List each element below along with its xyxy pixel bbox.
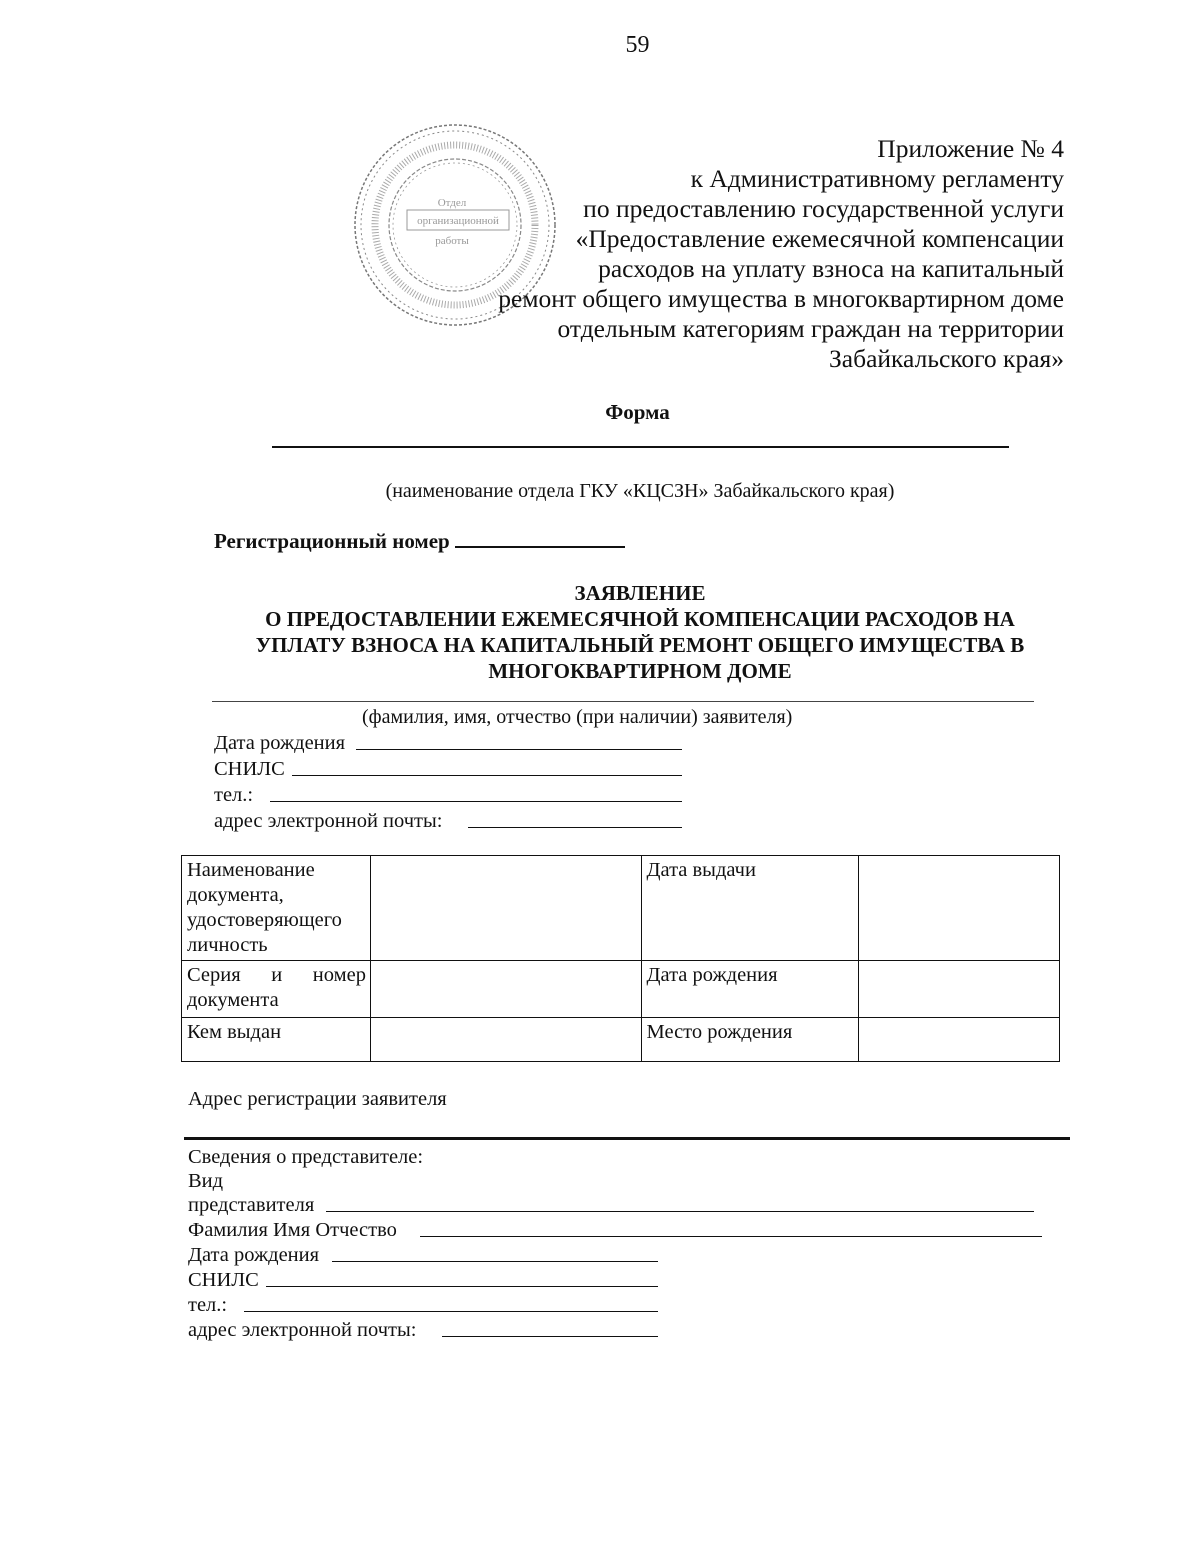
- appendix-line: Приложение № 4: [877, 134, 1064, 163]
- doc-birth-date-value-cell[interactable]: [859, 961, 1060, 1018]
- representative-header: Сведения о представителе:: [188, 1146, 424, 1168]
- stamp-line-3: работы: [435, 235, 469, 247]
- issued-by-value-cell[interactable]: [370, 1018, 641, 1062]
- representative-kind-label-2: представителя: [188, 1194, 315, 1216]
- stamp-line-1: Отдел: [437, 197, 467, 209]
- representative-fio-blank[interactable]: [420, 1218, 1042, 1237]
- series-number-value-cell[interactable]: [370, 961, 641, 1018]
- identity-document-table: [181, 855, 1060, 1062]
- representative-snils-blank[interactable]: [266, 1268, 658, 1287]
- representative-kind-label-1: Вид: [188, 1170, 224, 1192]
- birth-place-value-cell[interactable]: [859, 1018, 1060, 1062]
- applicant-phone-blank[interactable]: [270, 783, 682, 802]
- representative-phone-blank[interactable]: [244, 1293, 658, 1312]
- doc-birth-date-label: Дата рождения: [641, 961, 859, 1018]
- representative-email-blank[interactable]: [442, 1318, 658, 1337]
- applicant-birth-date-label: Дата рождения: [214, 732, 346, 754]
- applicant-fio-line[interactable]: [212, 701, 1034, 702]
- registration-address-label: Адрес регистрации заявителя: [188, 1088, 447, 1110]
- representative-email-label: адрес электронной почты:: [188, 1319, 417, 1341]
- title-line-4: МНОГОКВАРТИРНОМ ДОМЕ: [488, 659, 792, 683]
- series-number-label: Серия и номер документа: [182, 961, 371, 1018]
- representative-fio-label: Фамилия Имя Отчество: [188, 1219, 397, 1241]
- page-number: 59: [625, 32, 650, 58]
- applicant-phone-label: тел.:: [214, 784, 254, 806]
- applicant-snils-field: [214, 757, 285, 781]
- title-line-3: УПЛАТУ ВЗНОСА НА КАПИТАЛЬНЫЙ РЕМОНТ ОБЩЕГО ИМУЩЕСТВА В: [255, 633, 1025, 657]
- title-line-2: О ПРЕДОСТАВЛЕНИИ ЕЖЕМЕСЯЧНОЙ КОМПЕНСАЦИИ РАСХОДОВ НА: [265, 607, 1015, 631]
- doc-name-value-cell[interactable]: [370, 856, 641, 961]
- representative-kind-blank[interactable]: [326, 1193, 1034, 1212]
- representative-birth-date-label: Дата рождения: [188, 1244, 320, 1266]
- issue-date-value-cell[interactable]: [859, 856, 1060, 961]
- title-line-1: ЗАЯВЛЕНИЕ: [574, 581, 706, 605]
- representative-fio-field: [188, 1218, 397, 1242]
- registration-number-field: [214, 528, 625, 554]
- applicant-email-field: [214, 809, 442, 833]
- representative-birth-date-blank[interactable]: [332, 1243, 658, 1262]
- issued-by-label: Кем выдан: [182, 1018, 371, 1062]
- table-row: [182, 856, 1060, 961]
- registration-number-label: Регистрационный номер: [214, 529, 450, 553]
- applicant-birth-date-blank[interactable]: [356, 731, 682, 750]
- appendix-line: к Административному регламенту: [690, 164, 1064, 193]
- appendix-line: по предоставлению государственной услуги: [583, 194, 1064, 223]
- department-name-line[interactable]: [272, 446, 1009, 448]
- table-row: [182, 961, 1060, 1018]
- appendix-line: расходов на уплату взноса на капитальный: [598, 254, 1064, 283]
- registration-address-line[interactable]: [184, 1137, 1070, 1140]
- applicant-birth-date-field: [214, 731, 345, 755]
- appendix-header: [498, 134, 1064, 374]
- representative-phone-field: [188, 1293, 227, 1317]
- doc-name-label: Наименование документа, удостоверяющего личность: [182, 856, 371, 961]
- applicant-email-blank[interactable]: [468, 809, 682, 828]
- applicant-snils-label: СНИЛС: [214, 758, 285, 780]
- representative-email-field: [188, 1318, 416, 1342]
- appendix-line: ремонт общего имущества в многоквартирном доме: [498, 284, 1064, 313]
- form-label: Форма: [605, 400, 670, 424]
- applicant-fio-caption: (фамилия, имя, отчество (при наличии) заявителя): [362, 706, 793, 728]
- appendix-line: отдельным категориям граждан на территории: [557, 314, 1064, 343]
- department-caption: (наименование отдела ГКУ «КЦСЗН» Забайкальского края): [385, 480, 895, 502]
- issue-date-label: Дата выдачи: [641, 856, 859, 961]
- birth-place-label: Место рождения: [641, 1018, 859, 1062]
- registration-number-blank[interactable]: [455, 528, 625, 548]
- appendix-line: «Предоставление ежемесячной компенсации: [575, 224, 1064, 253]
- representative-kind-field: [188, 1193, 314, 1217]
- document-title: [200, 580, 1080, 684]
- representative-snils-label: СНИЛС: [188, 1269, 259, 1291]
- applicant-email-label: адрес электронной почты:: [214, 810, 443, 832]
- table-row: [182, 1018, 1060, 1062]
- applicant-phone-field: [214, 783, 253, 807]
- appendix-line: Забайкальского края»: [829, 344, 1064, 373]
- representative-birth-date-field: [188, 1243, 319, 1267]
- applicant-snils-blank[interactable]: [292, 757, 682, 776]
- stamp-line-2: организационной: [417, 215, 499, 227]
- representative-snils-field: [188, 1268, 259, 1292]
- representative-phone-label: тел.:: [188, 1294, 228, 1316]
